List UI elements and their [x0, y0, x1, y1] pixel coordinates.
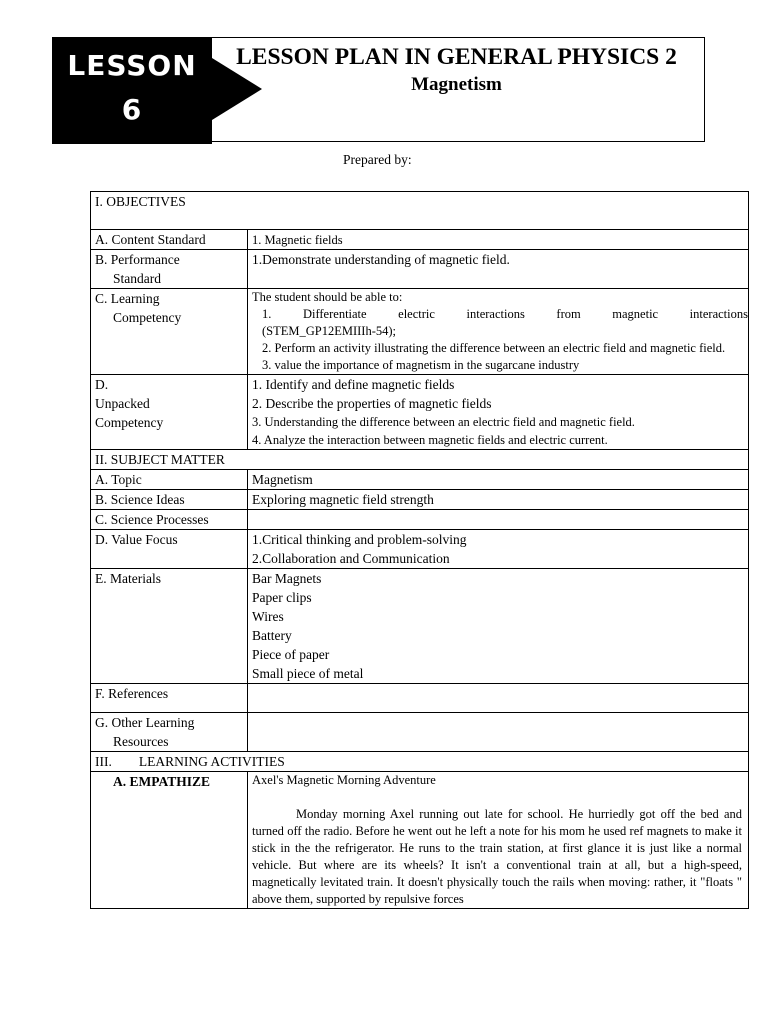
row-label: [91, 289, 248, 375]
section-heading: II. SUBJECT MATTER: [91, 450, 749, 470]
row-value: Exploring magnetic field strength: [248, 490, 749, 510]
row-value: [248, 684, 749, 713]
table-row: [91, 289, 749, 375]
list-item: 1. Identify and define magnetic fields: [252, 377, 455, 392]
row-label: C. Science Processes: [91, 510, 248, 530]
label-line: C. Learning: [95, 291, 160, 306]
label-line: G. Other Learning: [95, 715, 195, 730]
row-label: F. References: [91, 684, 248, 713]
list-item: Wires: [252, 609, 284, 624]
lesson-number: [52, 44, 212, 132]
label-line: Competency: [95, 415, 164, 430]
competency-item: 3. value the importance of magnetism in the sugarcane industry: [262, 358, 580, 372]
row-value: [248, 713, 749, 752]
competency-item: 1. Differentiate electric interactions from magnetic interactions: [262, 307, 748, 321]
label-line: B. Performance: [95, 252, 180, 267]
table-row: [91, 470, 749, 490]
document-subtitle: Magnetism: [411, 74, 502, 95]
story-text: Monday morning Axel running out late for school. He hurriedly got off the bed and turned off the radio. Before he went out he left a note for his mom he used ref magnets to make it stick in the the refrigerator. He runs to the train station, at first glance it is just like a normal vehicle. But where are its wheels? It isn't a conventional train at all, but a high-speed, magnetically levitated train. It doesn't physically touch the rails when moving: rather, it "floats " above them, supported by repulsive forces: [252, 807, 742, 906]
row-label: E. Materials: [91, 569, 248, 684]
story-title: Axel's Magnetic Morning Adventure: [252, 773, 436, 787]
row-value: [248, 530, 749, 569]
row-label: [91, 772, 248, 909]
table-row: [91, 510, 749, 530]
table-row: [91, 375, 749, 450]
section-heading: I. OBJECTIVES: [91, 192, 749, 230]
spacer: [252, 789, 748, 806]
row-value: [248, 289, 749, 375]
table-row: [91, 250, 749, 289]
list-item: Paper clips: [252, 590, 312, 605]
table-row: [91, 490, 749, 510]
section-row-learning-activities: [91, 752, 749, 772]
row-label: B. Science Ideas: [91, 490, 248, 510]
row-value: [248, 772, 749, 909]
list-item: Piece of paper: [252, 647, 330, 662]
lesson-number-value: 6: [121, 93, 143, 126]
row-value: [248, 510, 749, 530]
row-label: [91, 250, 248, 289]
label-line: Standard: [113, 271, 161, 286]
table-row: [91, 713, 749, 752]
lesson-label: LESSON: [67, 49, 197, 82]
list-item: 2. Describe the properties of magnetic fields: [252, 396, 492, 411]
list-item: Bar Magnets: [252, 571, 322, 586]
row-value: [248, 569, 749, 684]
list-item: 2.Collaboration and Communication: [252, 551, 450, 566]
competency-item: (STEM_GP12EMIIIh-54);: [262, 324, 397, 338]
list-item: 3. Understanding the difference between an electric field and magnetic field.: [252, 415, 635, 429]
document-title: LESSON PLAN IN GENERAL PHYSICS 2: [236, 44, 677, 70]
list-item: 1.Critical thinking and problem-solving: [252, 532, 467, 547]
row-value: 1.Demonstrate understanding of magnetic field.: [248, 250, 749, 289]
label-line: Unpacked: [95, 396, 150, 411]
row-value: [248, 230, 749, 250]
empathize-label: A. EMPATHIZE: [113, 774, 211, 789]
list-item: Small piece of metal: [252, 666, 364, 681]
row-label: [91, 713, 248, 752]
list-item: Battery: [252, 628, 292, 643]
row-label: D. Value Focus: [91, 530, 248, 569]
prepared-by: Prepared by:: [343, 152, 412, 167]
table-row: [91, 772, 749, 909]
label-line: Resources: [113, 734, 169, 749]
label-line: D.: [95, 377, 109, 392]
section-row-subject-matter: [91, 450, 749, 470]
competency-intro: The student should be able to:: [252, 290, 403, 304]
table-row: [91, 684, 749, 713]
content-standard-value: 1. Magnetic fields: [252, 233, 343, 247]
table-row: [91, 230, 749, 250]
row-value: [248, 375, 749, 450]
label-line: Competency: [113, 310, 182, 325]
table-row: [91, 569, 749, 684]
list-item: 4. Analyze the interaction between magnetic fields and electric current.: [252, 433, 608, 447]
row-value: Magnetism: [248, 470, 749, 490]
competency-item: 2. Perform an activity illustrating the difference between an electric field and magnetic field.: [262, 341, 726, 355]
section-heading: III. LEARNING ACTIVITIES: [91, 752, 749, 772]
row-label: [91, 375, 248, 450]
table-row: [91, 530, 749, 569]
lesson-plan-table: [90, 191, 749, 909]
section-row-objectives: [91, 192, 749, 230]
row-label: A. Content Standard: [91, 230, 248, 250]
row-label: A. Topic: [91, 470, 248, 490]
